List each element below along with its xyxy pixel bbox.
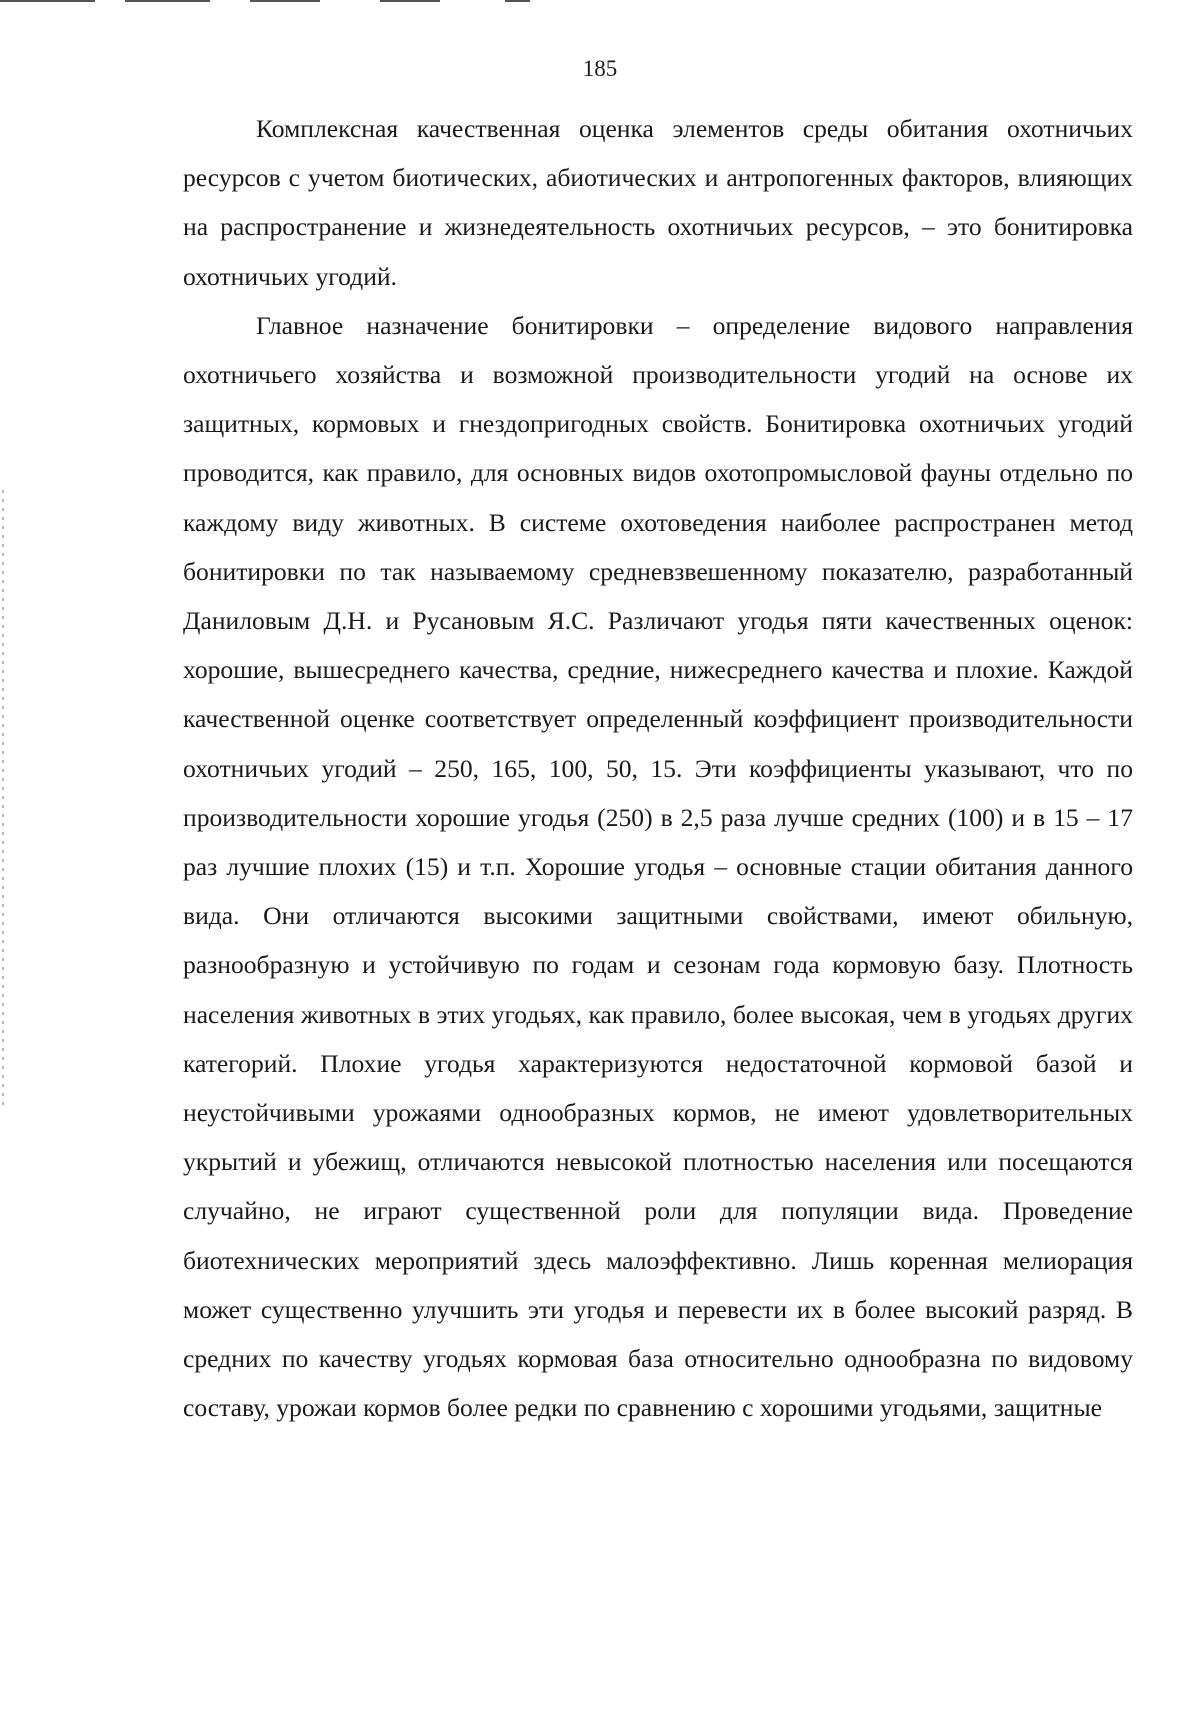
scan-edge-marks xyxy=(0,0,1200,4)
body-text xyxy=(183,104,1133,1432)
scan-edge-dots xyxy=(2,490,4,1110)
page-number: 185 xyxy=(582,56,618,81)
paragraph-1: Комплексная качественная оценка элементов среды обитания охотничьих ресурсов с учетом биотических, абиотических и антропогенных факторов, влияющих на распространение и жизнедеятельность охотничьих ресурсов, – это бонитировка охотничьих угодий. xyxy=(183,114,1133,291)
paragraph-2: Главное назначение бонитировки – определение видового направления охотничьего хозяйства и возможной производительности угодий на основе их защитных, кормовых и гнездопригодных свойств. Бонитировка охотничьих угодий проводится, как правило, для основных видов охотопромысловой фауны отдельно по каждому виду животных. В системе охотоведения наиболее распространен метод бонитировки по так называемому средневзвешенному показателю, разработанный Даниловым Д.Н. и Русановым Я.С. Различают угодья пяти качественных оценок: хорошие, вышесреднего качества, средние, нижесреднего качества и плохие. Каждой качественной оценке соответствует определенный коэффициент производительности охотничьих угодий – 250, 165, 100, 50, 15. Эти коэффициенты указывают, что по производительности хорошие угодья (250) в 2,5 раза лучше средних (100) и в 15 – 17 раз лучшие плохих (15) и т.п. Хорошие угодья – основные стации обитания данного вида. Они отличаются высокими защитными свойствами, имеют обильную, разнообразную и устойчивую по годам и сезонам года кормовую базу. Плотность населения животных в этих угодьях, как правило, более высокая, чем в угодьях других категорий. Плохие угодья характеризуются недостаточной кормовой базой и неустойчивыми урожаями однообразных кормов, не имеют удовлетворительных укрытий и убежищ, отличаются невысокой плотностью населения или посещаются случайно, не играют существенной роли для популяции вида. Проведение биотехнических мероприятий здесь малоэффективно. Лишь коренная мелиорация может существенно улучшить эти угодья и перевести их в более высокий разряд. В средних по качеству угодьях кормовая база относительно однообразна по видовому составу, урожаи кормов более редки по сравнению с хорошими угодьями, защитные xyxy=(183,310,1133,1423)
